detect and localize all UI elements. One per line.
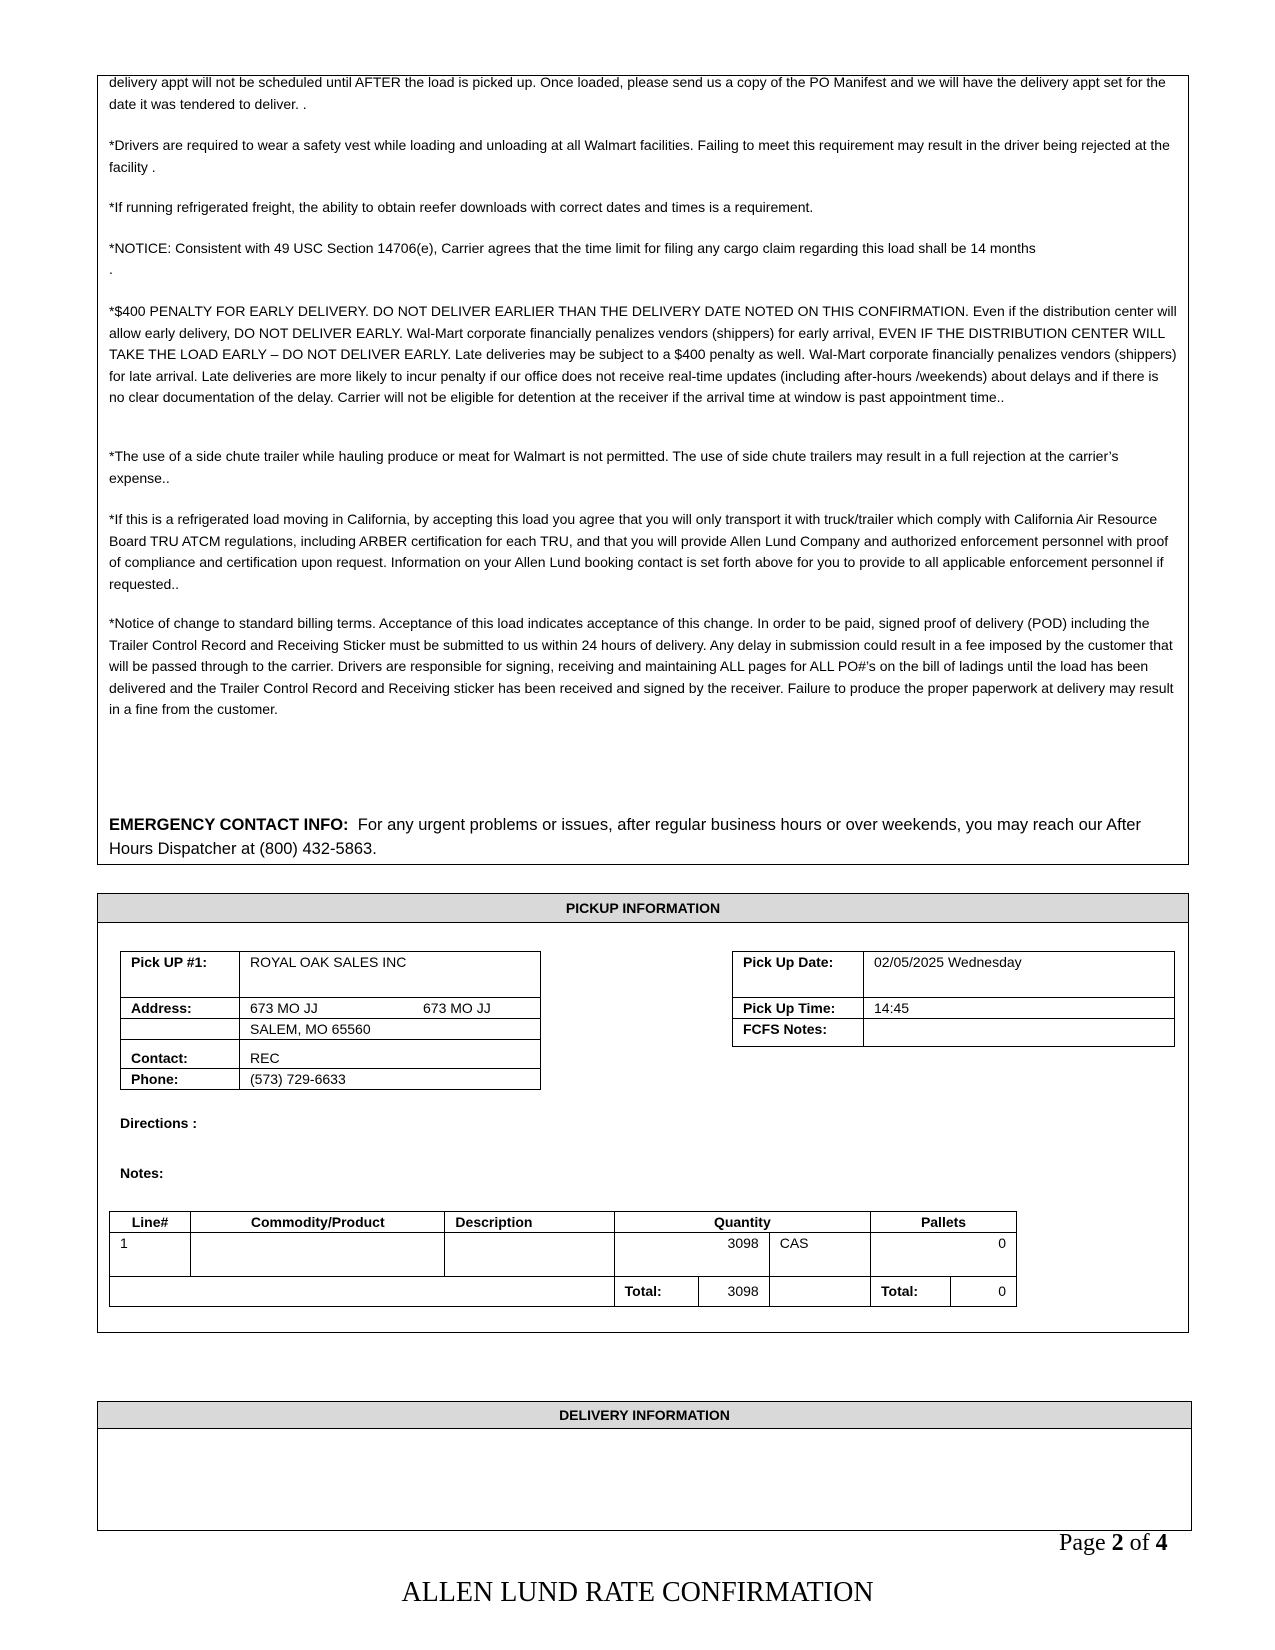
page-number <box>1059 1530 1168 1557</box>
header-description: Description <box>445 1212 614 1233</box>
emergency-contact <box>109 813 1177 861</box>
quantity-total-value: 3098 <box>698 1277 769 1307</box>
directions-label: Directions : <box>120 1115 198 1131</box>
address-line1: 673 MO JJ <box>250 1000 318 1016</box>
quantity-total-label: Total: <box>614 1277 698 1307</box>
pick-up-date-value: 02/05/2025 Wednesday <box>864 952 1175 998</box>
pickup-schedule-table <box>732 951 1175 1047</box>
address-line1-cell <box>240 998 541 1019</box>
phone-label: Phone: <box>121 1068 240 1089</box>
note-billing-terms: *Notice of change to standard billing terms. Acceptance of this load indicates acceptance of this change. In order to be paid, signed proof of delivery (POD) including the Trailer Control Record and Receiving Sticker must be submitted to us within 24 hours of delivery. Any delay in submission could result in a fee imposed by the customer that will be passed through to the carrier. Drivers are responsible for signing, receiving and maintaining ALL pages for ALL PO#’s on the bill of ladings until the load has been delivered and the Trailer Control Record and Receiving sticker has been received and signed by the receiver. Failure to produce the proper paperwork at delivery may result in a fine from the customer. <box>109 615 1174 717</box>
row-pallets: 0 <box>871 1233 1017 1277</box>
commodity-table <box>109 1211 1017 1307</box>
phone-value: (573) 729-6633 <box>240 1068 541 1089</box>
address-label-blank <box>121 1019 240 1040</box>
page-total: 4 <box>1155 1530 1168 1556</box>
address-label: Address: <box>121 998 240 1019</box>
note-early-delivery-penalty: *$400 PENALTY FOR EARLY DELIVERY. DO NOT DELIVER EARLIER THAN THE DELIVERY DATE NOTED ON THIS CONFIRMATION. Even if the distribution center will allow early delivery, DO NOT DELIVER EARLY. Wal-Mart corporate financially penalizes vendors (shippers) for early arrival, EVEN IF THE DISTRIBUTION CENTER WILL TAKE THE LOAD EARLY – DO NOT DELIVER EARLY. Late deliveries may be subject to a $400 penalty as well. Wal-Mart corporate financially penalizes vendors (shippers) for late arrival. Late deliveries are more likely to incur penalty if our office does not receive real-time updates (including after-hours /weekends) about delays and if there is no clear documentation of the delay. Carrier will not be eligible for detention at the receiver if the arrival time at window is past appointment time.. <box>109 303 1177 405</box>
row-line: 1 <box>110 1233 191 1277</box>
page-of: of <box>1129 1530 1150 1556</box>
note-side-chute: *The use of a side chute trailer while hauling produce or meat for Walmart is not permitted. The use of side chute trailers may result in a full rejection at the carrier’s expense.. <box>109 448 1119 486</box>
row-commodity <box>191 1233 445 1277</box>
pickup-information-section <box>97 893 1189 1333</box>
fcfs-notes-label: FCFS Notes: <box>733 1019 864 1047</box>
header-pallets: Pallets <box>871 1212 1017 1233</box>
totals-row <box>110 1277 1017 1307</box>
emergency-contact-label: EMERGENCY CONTACT INFO: <box>109 816 349 834</box>
note-california-tru: *If this is a refrigerated load moving in California, by accepting this load you agree that you will only transport it with truck/trailer which comply with California Air Resource Board TRU ATCM regulations, including ARBER certification for each TRU, and that you will provide Allen Lund Company and authorized enforcement personnel with proof of compliance and certification upon request. Information on your Allen Lund booking contact is set forth above for you to provide to all applicable enforcement personnel if requested.. <box>109 511 1169 592</box>
totals-blank <box>110 1277 615 1307</box>
unit-total-blank <box>769 1277 870 1307</box>
pick-up-company: ROYAL OAK SALES INC <box>240 952 541 998</box>
note-delivery-appt: delivery appt will not be scheduled until AFTER the load is picked up. Once loaded, please send us a copy of the PO Manifest and we will have the delivery appt set for the date it was tendered to deliver. . <box>109 74 1166 112</box>
carrier-notes-box <box>97 75 1189 865</box>
note-safety-vest: *Drivers are required to wear a safety vest while loading and unloading at all Walmart facilities. Failing to meet this requirement may result in the driver being rejected at the facility . <box>109 137 1170 175</box>
pick-up-label: Pick UP #1: <box>121 952 240 998</box>
document-footer-title: ALLEN LUND RATE CONFIRMATION <box>401 1577 874 1608</box>
pallets-total-value: 0 <box>951 1277 1017 1307</box>
address-line2: SALEM, MO 65560 <box>240 1019 541 1040</box>
note-cargo-claim: *NOTICE: Consistent with 49 USC Section 14706(e), Carrier agrees that the time limit for filing any cargo claim regarding this load shall be 14 months <box>109 240 1036 256</box>
page-word: Page <box>1059 1530 1106 1556</box>
emergency-contact-text: For any urgent problems or issues, after regular business hours or over weekends, you may reach our After Hours Dispatcher at (800) 432-5863. <box>109 816 1141 858</box>
notes-label: Notes: <box>120 1165 164 1181</box>
table-row <box>110 1233 1017 1277</box>
pick-up-time-label: Pick Up Time: <box>733 998 864 1019</box>
pickup-location-table <box>120 951 541 1090</box>
header-line: Line# <box>110 1212 191 1233</box>
row-quantity: 3098 <box>614 1233 769 1277</box>
note-reefer-downloads: *If running refrigerated freight, the ability to obtain reefer downloads with correct dates and times is a requirement. <box>109 199 814 215</box>
delivery-section-title: DELIVERY INFORMATION <box>98 1402 1191 1429</box>
row-unit: CAS <box>769 1233 870 1277</box>
contact-label: Contact: <box>121 1048 240 1069</box>
address-line1-alt: 673 MO JJ <box>423 1000 491 1016</box>
note-cargo-claim-dot: . <box>109 261 113 277</box>
header-commodity: Commodity/Product <box>191 1212 445 1233</box>
fcfs-notes-value <box>864 1019 1175 1047</box>
pickup-section-title: PICKUP INFORMATION <box>98 894 1188 923</box>
pick-up-date-label: Pick Up Date: <box>733 952 864 998</box>
row-description <box>445 1233 614 1277</box>
header-quantity: Quantity <box>614 1212 870 1233</box>
contact-value: REC <box>240 1048 541 1069</box>
delivery-information-section <box>97 1401 1192 1531</box>
page-current: 2 <box>1111 1530 1124 1556</box>
pallets-total-label: Total: <box>871 1277 951 1307</box>
pick-up-time-value: 14:45 <box>864 998 1175 1019</box>
